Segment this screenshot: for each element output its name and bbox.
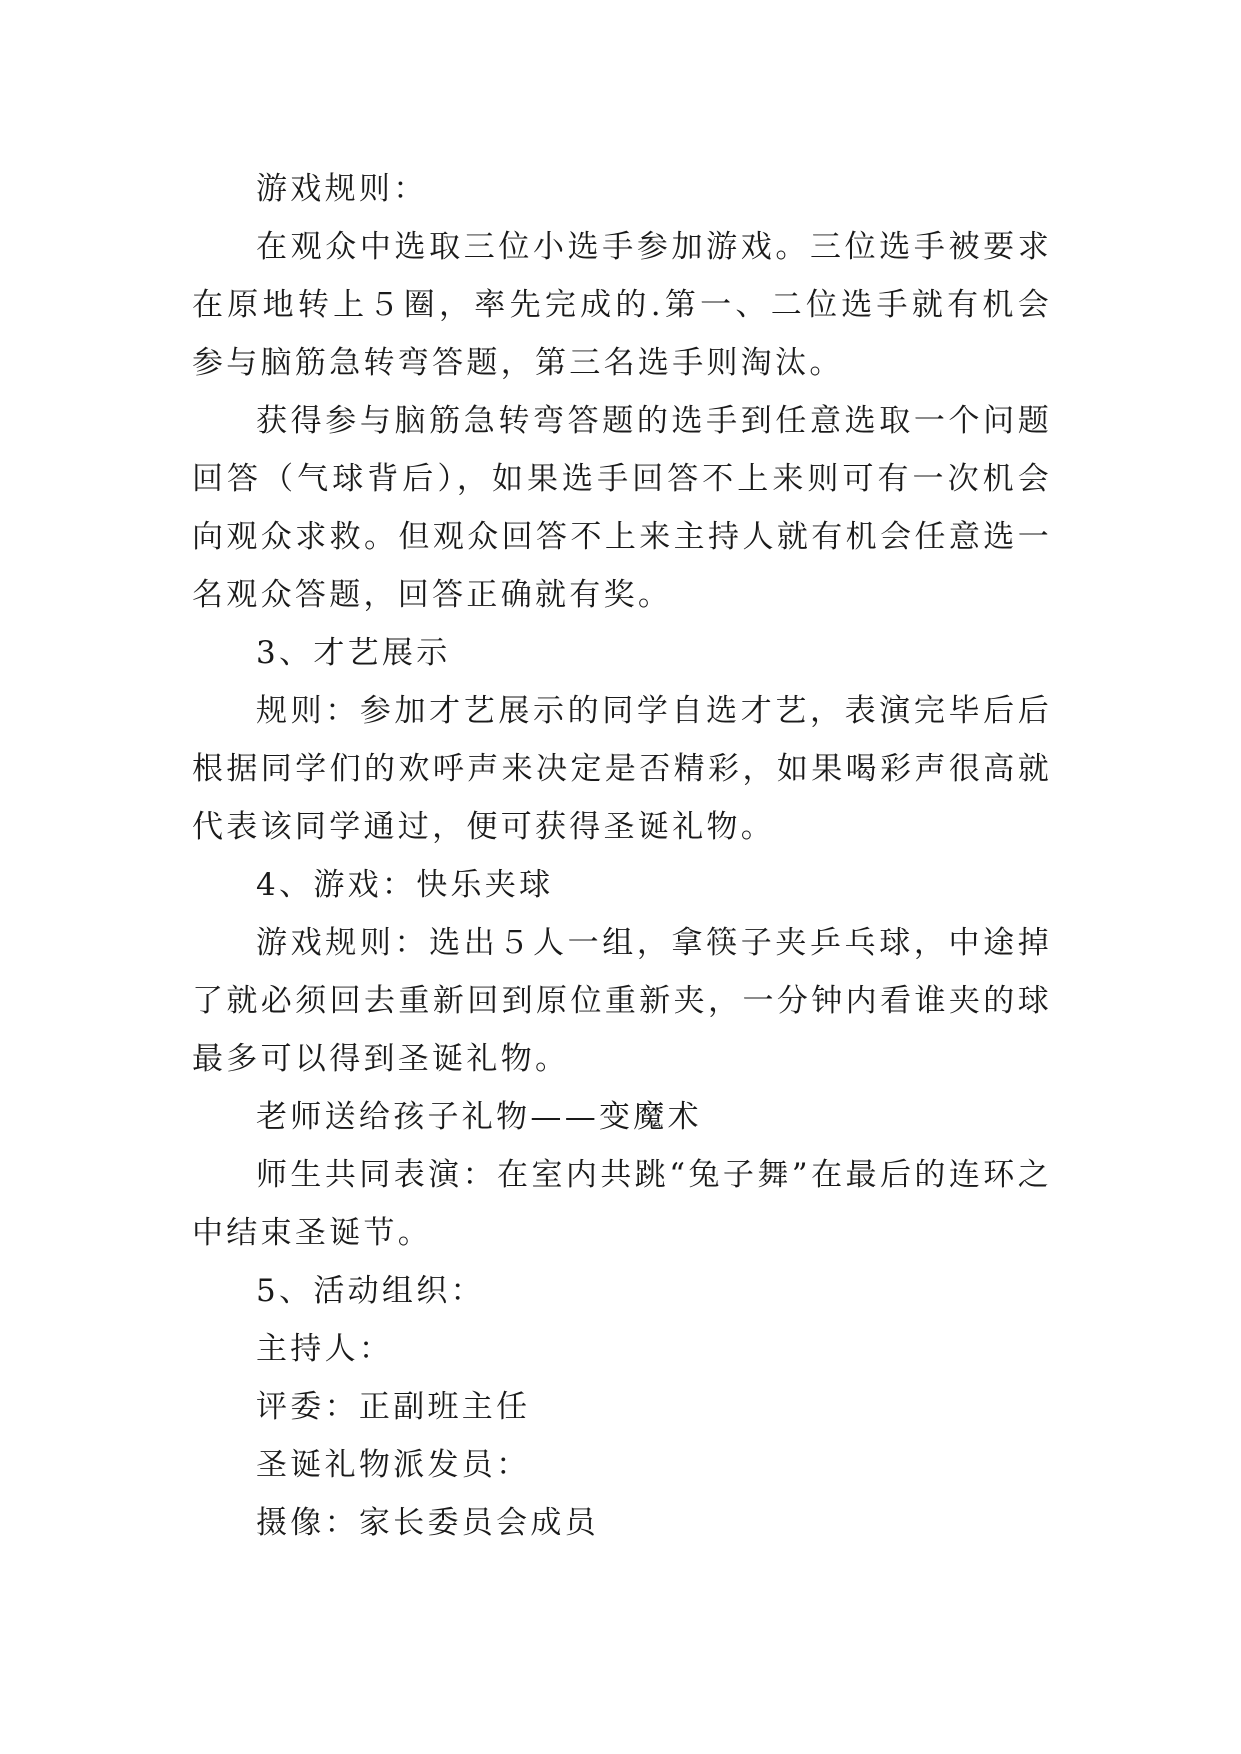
section-heading-organization: 5、活动组织： <box>256 1273 485 1309</box>
document-body <box>192 160 1052 1552</box>
section-heading-talent-show: 3、才艺展示 <box>256 635 451 671</box>
paragraph-bunny-dance: 师生共同表演：在室内共跳“兔子舞”在最后的连环之中结束圣诞节。 <box>192 1157 1052 1251</box>
paragraph-host: 主持人： <box>256 1331 394 1367</box>
paragraph-brain-teaser: 获得参与脑筋急转弯答题的选手到任意选取一个问题回答（气球背后），如果选手回答不上来则可有一次机会向观众求救。但观众回答不上来主持人就有机会任意选一名观众答题，回答正确就有奖。 <box>192 403 1052 613</box>
paragraph-judges: 评委：正副班主任 <box>256 1389 531 1425</box>
paragraph-ball-rules: 游戏规则：选出５人一组，拿筷子夹乒乓球，中途掉了就必须回去重新回到原位重新夹，一分钟内看谁夹的球最多可以得到圣诞礼物。 <box>192 925 1052 1077</box>
section-heading-game-rules: 游戏规则： <box>256 171 428 207</box>
section-heading-happy-ball: 4、游戏：快乐夹球 <box>256 867 554 903</box>
paragraph-gift-distributor: 圣诞礼物派发员： <box>256 1447 531 1483</box>
paragraph-camera: 摄像：家长委员会成员 <box>256 1505 599 1541</box>
paragraph-teacher-gift: 老师送给孩子礼物——变魔术 <box>256 1099 702 1135</box>
paragraph-talent-rules: 规则：参加才艺展示的同学自选才艺，表演完毕后后根据同学们的欢呼声来决定是否精彩，如果喝彩声很高就代表该同学通过，便可获得圣诞礼物。 <box>192 693 1052 845</box>
paragraph-select-contestants: 在观众中选取三位小选手参加游戏。三位选手被要求在原地转上５圈，率先完成的.第一、二位选手就有机会参与脑筋急转弯答题，第三名选手则淘汰。 <box>192 229 1052 381</box>
